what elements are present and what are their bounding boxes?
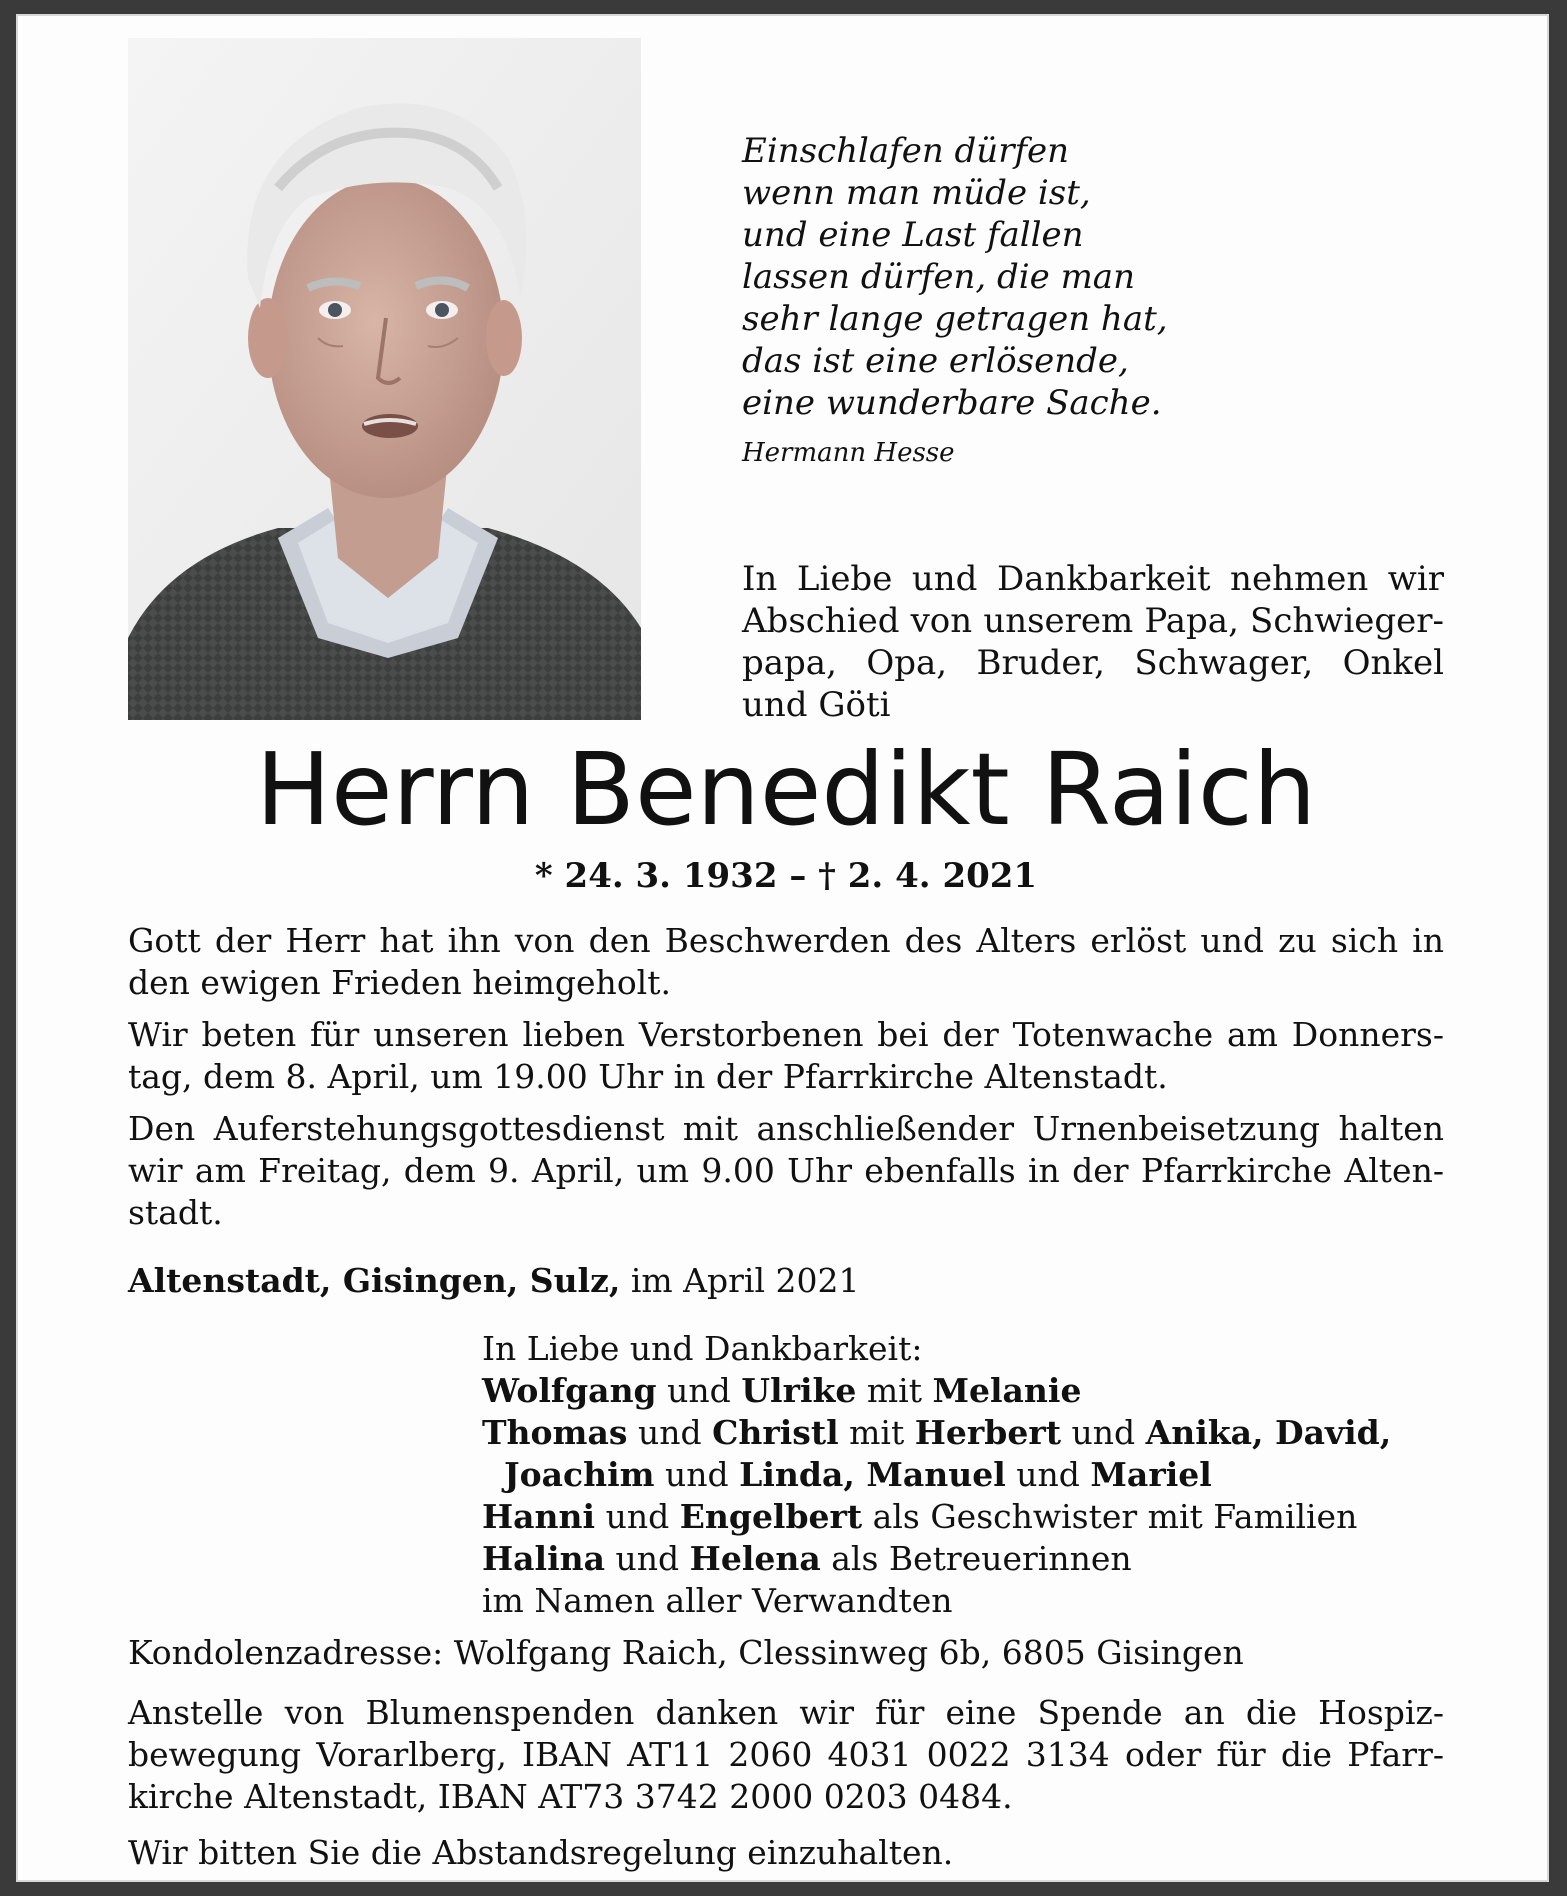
family-member: Joachim	[504, 1455, 655, 1494]
announcement-text	[128, 920, 1444, 1244]
family-member: Halina	[482, 1539, 606, 1578]
family-member: Hanni	[482, 1497, 596, 1536]
family-member: Thomas	[482, 1413, 628, 1452]
family-member: Melanie	[932, 1371, 1082, 1410]
portrait-photo	[128, 38, 641, 720]
connector: und	[656, 1371, 742, 1410]
distance-rules-note: Wir bitten Sie die Abstandsregelung einzuhalten.	[128, 1833, 954, 1872]
poem-line: Einschlafen dürfen	[742, 131, 1070, 171]
place-date	[128, 1260, 859, 1302]
family-member: Helena	[689, 1539, 821, 1578]
poem-author: Hermann Hesse	[742, 438, 955, 468]
family-member: Ulrike	[741, 1371, 857, 1410]
connector: mit	[838, 1413, 915, 1452]
poem-line: lassen dürfen, die man	[742, 257, 1135, 297]
connector: und	[605, 1539, 690, 1578]
family-member: Linda, Manuel	[739, 1455, 1006, 1494]
connector: mit	[856, 1371, 933, 1410]
connector: und	[1005, 1455, 1091, 1494]
family-row	[482, 1412, 1448, 1454]
family-member: Mariel	[1090, 1455, 1212, 1494]
family-member: Engelbert	[679, 1497, 863, 1536]
donation-note: Anstelle von Blumenspenden danken wir für eine Spende an die Hospizbewegung Vorarlberg, IBAN AT11 2060 4031 0022 3134 oder für die Pfarrkirche Altenstadt, IBAN AT73 3742 2000 0203 0484.	[128, 1693, 1444, 1816]
family-row	[482, 1454, 1448, 1496]
poem-line: das ist eine erlösende,	[742, 341, 1129, 381]
deceased-name: Herrn Benedikt Raich	[255, 731, 1317, 848]
connector: und	[627, 1413, 713, 1452]
paragraph: Wir beten für unseren lieben Verstorbenen bei der Totenwache am Donnerstag, dem 8. April, um 19.00 Uhr in der Pfarrkirche Altenstadt.	[128, 1015, 1444, 1096]
poem	[742, 130, 1262, 470]
intro-text: In Liebe und Dankbarkeit nehmen wir Abschied von unserem Papa, Schwiegerpapa, Opa, Bruder, Schwager, Onkel und Göti	[742, 559, 1444, 725]
family-list	[482, 1328, 1448, 1622]
portrait-image	[128, 38, 641, 720]
place-month: im April 2021	[620, 1261, 860, 1300]
paragraph: Gott der Herr hat ihn von den Beschwerden des Alters erlöst und zu sich in den ewigen Frieden heimgeholt.	[128, 921, 1444, 1002]
life-dates: * 24. 3. 1932 – † 2. 4. 2021	[534, 856, 1038, 896]
connector: als Betreuerinnen	[820, 1539, 1132, 1578]
family-heading: In Liebe und Dankbarkeit:	[482, 1329, 923, 1368]
family-row	[482, 1538, 1448, 1580]
family-member: Wolfgang	[482, 1371, 657, 1410]
paragraph: Den Auferstehungsgottesdienst mit anschließender Urnenbeisetzung halten wir am Freitag, dem 9. April, um 9.00 Uhr ebenfalls in der Pfarrkirche Altenstadt.	[128, 1109, 1444, 1232]
poem-line: und eine Last fallen	[742, 215, 1084, 255]
poem-line: wenn man müde ist,	[742, 173, 1091, 213]
condolence-address: Kondolenzadresse: Wolfgang Raich, Clessinweg 6b, 6805 Gisingen	[128, 1633, 1244, 1672]
connector: und	[595, 1497, 680, 1536]
family-row	[482, 1370, 1448, 1412]
family-member: Anika, David,	[1145, 1413, 1392, 1452]
obituary-page	[16, 14, 1549, 1882]
poem-line: sehr lange getragen hat,	[742, 299, 1168, 339]
family-closing: im Namen aller Verwandten	[482, 1581, 953, 1620]
connector: und	[654, 1455, 740, 1494]
connector: als Geschwister mit Familien	[862, 1497, 1358, 1536]
family-member: Herbert	[914, 1413, 1061, 1452]
connector: und	[1060, 1413, 1146, 1452]
place-names: Altenstadt, Gisingen, Sulz,	[128, 1261, 621, 1300]
family-member: Christl	[712, 1413, 839, 1452]
poem-line: eine wunderbare Sache.	[742, 383, 1162, 423]
family-row	[482, 1496, 1448, 1538]
